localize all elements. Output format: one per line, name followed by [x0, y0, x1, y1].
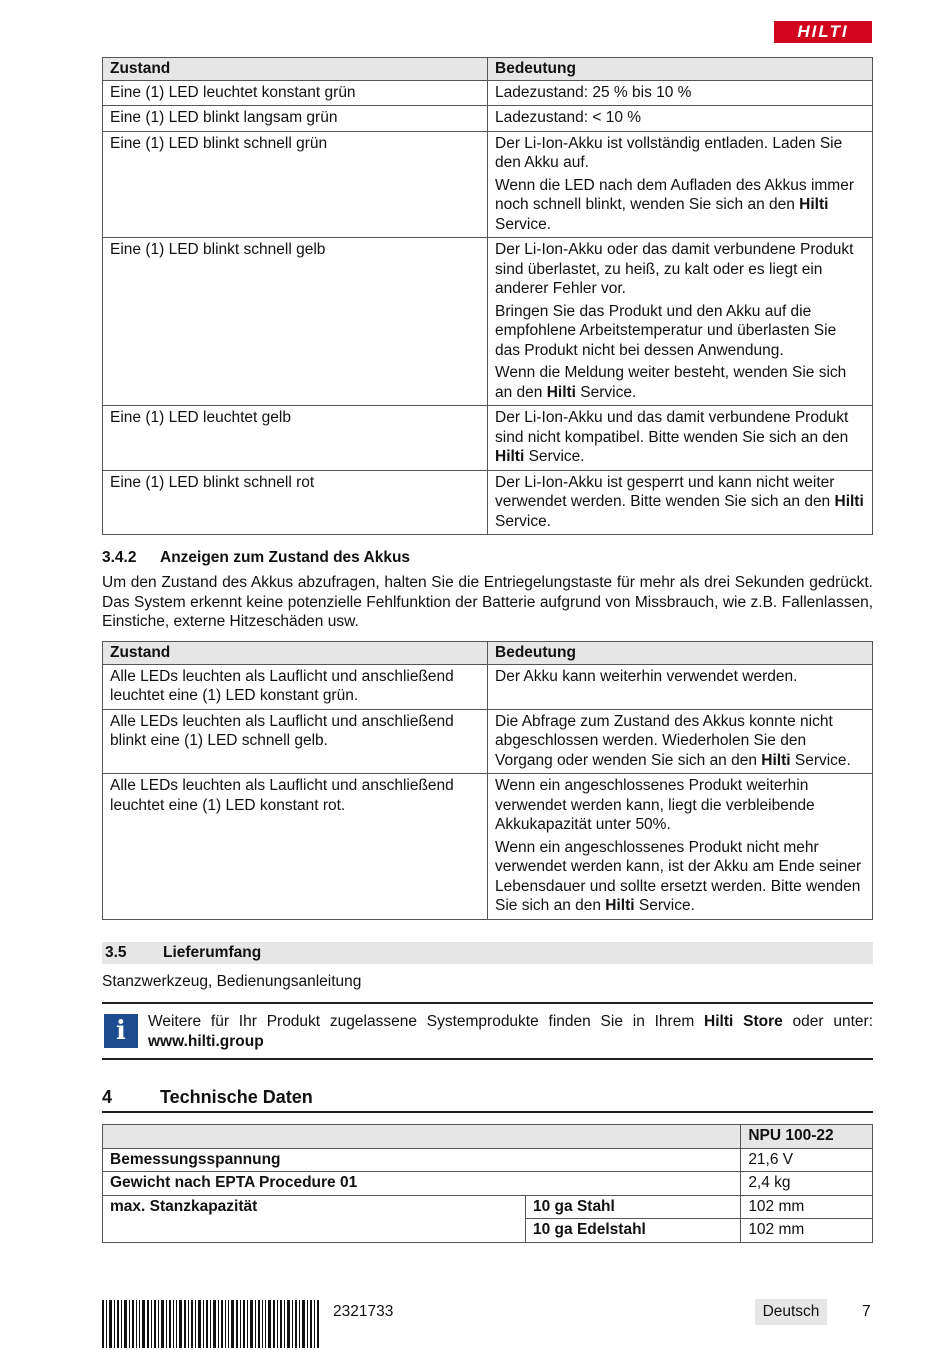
table-header-cell: Bedeutung	[488, 58, 873, 81]
meaning-cell	[488, 709, 873, 774]
state-cell: Eine (1) LED blinkt schnell gelb	[103, 238, 488, 406]
table-header-cell: Zustand	[103, 58, 488, 81]
meaning-text: Die Abfrage zum Zustand des Akkus konnte nicht abgeschlossen werden. Wiederholen Sie den Vorgang oder wenden Sie sich an den Hilti Service.	[495, 712, 851, 769]
table-row	[103, 470, 873, 535]
table-row	[103, 664, 873, 709]
meaning-text: Bringen Sie das Produkt und den Akku auf die empfohlene Arbeitstemperatur und überlasten Sie das Produkt nicht bei dessen Anwendung.	[495, 302, 837, 359]
table-row	[103, 709, 873, 774]
meaning-cell	[488, 106, 873, 132]
chapter-title: Technische Daten	[160, 1087, 313, 1107]
logo-text: HILTI	[797, 22, 849, 41]
spec-value: 102 mm	[741, 1195, 873, 1219]
spec-label: Bemessungsspannung	[103, 1148, 741, 1172]
table-header-cell: Zustand	[103, 642, 488, 665]
state-cell: Eine (1) LED leuchtet konstant grün	[103, 80, 488, 106]
section-heading-3-4-2	[102, 548, 410, 568]
meaning-text: Wenn die Meldung weiter besteht, wenden Sie sich an den Hilti Service.	[495, 364, 847, 401]
info-icon: i	[104, 1014, 138, 1048]
meaning-text: Der Li‑Ion‑Akku ist vollständig entladen. Laden Sie den Akku auf.	[495, 134, 843, 171]
page-number: 7	[862, 1303, 871, 1320]
meaning-text: Der Li‑Ion‑Akku ist gesperrt und kann nicht weiter verwendet werden. Bitte wenden Sie sich an den Hilti Service.	[495, 473, 864, 530]
meaning-text: Wenn ein angeschlossenes Produkt weiterhin verwendet werden kann, liegt die verbleibende Akkukapazität unter 50%.	[495, 777, 815, 833]
meaning-text: Ladezustand: < 10 %	[495, 109, 642, 126]
technical-data-table	[102, 1124, 873, 1243]
table-row	[103, 106, 873, 132]
meaning-cell	[488, 238, 873, 406]
meaning-text: Ladezustand: 25 % bis 10 %	[495, 83, 692, 101]
model-header: NPU 100-22	[741, 1125, 873, 1149]
state-cell: Alle LEDs leuchten als Lauflicht und anschließend blinkt eine (1) LED schnell gelb.	[103, 709, 488, 774]
table-row	[103, 1148, 873, 1172]
meaning-text: Der Akku kann weiterhin verwendet werden.	[495, 667, 798, 685]
chapter-heading-4	[102, 1085, 873, 1113]
meaning-text: Wenn ein angeschlossenes Produkt nicht mehr verwendet werden kann, ist der Akku am Ende seiner Lebensdauer und sollte ersetzt werden. Bitte wenden Sie sich an den Hilti Service.	[495, 838, 862, 914]
info-note	[102, 1002, 873, 1060]
section-title: Lieferumfang	[163, 944, 262, 961]
table-row	[103, 80, 873, 106]
table-header-row	[103, 642, 873, 665]
spec-label: max. Stanzkapazität	[103, 1195, 526, 1242]
material-label: 10 ga Edelstahl	[526, 1219, 741, 1243]
table-header-row	[103, 58, 873, 81]
note-text-part: Weitere für Ihr Produkt zugelassene Systemprodukte finden Sie in Ihrem	[148, 1013, 705, 1030]
meaning-cell	[488, 664, 873, 709]
table-row	[103, 406, 873, 471]
section-number: 3.4.2	[102, 549, 137, 566]
section-intro-text: Um den Zustand des Akkus abzufragen, halten Sie die Entriegelungstaste für mehr als drei Sekunden gedrückt. Das System erkennt keine potenzielle Fehlfunktion der Batterie aufgrund von Missbrauch, wie z.B. Fallenlassen, Einstiche, externe Hitzeschäden usw.	[102, 574, 873, 630]
state-cell: Eine (1) LED leuchtet gelb	[103, 406, 488, 471]
spec-value: 2,4 kg	[741, 1172, 873, 1196]
spec-value: 21,6 V	[741, 1148, 873, 1172]
table-row	[103, 131, 873, 238]
meaning-text: Der Li‑Ion‑Akku oder das damit verbundene Produkt sind überlastet, zu heiß, zu kalt oder es liegt ein anderer Fehler vor.	[495, 241, 854, 297]
state-cell: Eine (1) LED blinkt schnell rot	[103, 470, 488, 535]
table-header-cell: Bedeutung	[488, 642, 873, 665]
language-label: Deutsch	[755, 1299, 827, 1325]
note-text-part: oder unter:	[782, 1013, 874, 1030]
state-cell: Alle LEDs leuchten als Lauflicht und anschließend leuchtet eine (1) LED konstant grün.	[103, 664, 488, 709]
section-heading-3-5	[102, 942, 873, 964]
website-link[interactable]: www.hilti.group	[148, 1032, 264, 1050]
table-row	[103, 774, 873, 920]
table-row	[103, 238, 873, 406]
meaning-cell	[488, 470, 873, 535]
note-text	[148, 1012, 873, 1051]
chapter-number: 4	[102, 1087, 113, 1107]
section-number: 3.5	[105, 944, 127, 961]
document-number: 2321733	[333, 1303, 394, 1320]
state-cell: Eine (1) LED blinkt schnell grün	[103, 131, 488, 238]
table-row	[103, 1172, 873, 1196]
meaning-text: Wenn die LED nach dem Aufladen des Akkus immer noch schnell blinkt, wenden Sie sich an den Hilti Service.	[495, 176, 854, 233]
meaning-cell	[488, 131, 873, 238]
meaning-cell	[488, 774, 873, 920]
battery-health-table	[102, 641, 873, 920]
meaning-cell	[488, 80, 873, 106]
meaning-cell	[488, 406, 873, 471]
table-header-row	[103, 1125, 873, 1149]
state-cell: Eine (1) LED blinkt langsam grün	[103, 106, 488, 132]
hilti-logo	[774, 21, 872, 43]
barcode-image	[102, 1300, 319, 1348]
material-label: 10 ga Stahl	[526, 1195, 741, 1219]
spec-value: 102 mm	[741, 1219, 873, 1243]
delivery-scope-text: Stanzwerkzeug, Bedienungsanleitung	[102, 973, 362, 990]
section-title: Anzeigen zum Zustand des Akkus	[160, 549, 411, 566]
spec-label: Gewicht nach EPTA Procedure 01	[103, 1172, 741, 1196]
state-cell: Alle LEDs leuchten als Lauflicht und anschließend leuchtet eine (1) LED konstant rot.	[103, 774, 488, 920]
meaning-text: Der Li‑Ion‑Akku und das damit verbundene Produkt sind nicht kompatibel. Bitte wenden Sie sich an den Hilti Service.	[495, 409, 849, 465]
led-status-table	[102, 57, 873, 535]
table-row	[103, 1195, 873, 1219]
table-header-empty	[103, 1125, 741, 1149]
store-name: Hilti Store	[704, 1013, 783, 1030]
